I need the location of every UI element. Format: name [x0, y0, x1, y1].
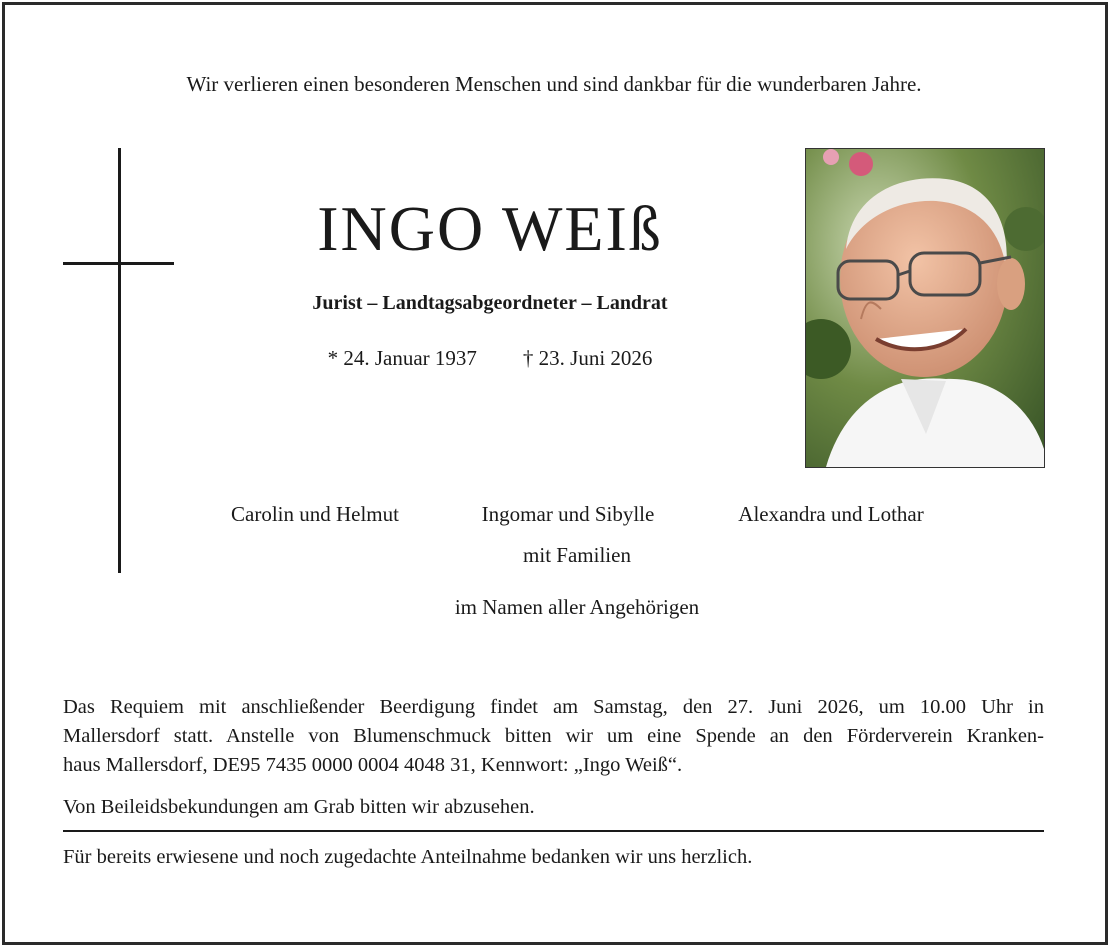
deceased-name: INGO WEIß	[317, 193, 663, 264]
mourner-pair-3: Alexandra und Lothar	[738, 502, 924, 526]
cross-icon-vertical	[118, 148, 121, 573]
mourner-pair-2: Ingomar und Sibylle	[481, 502, 655, 526]
life-dates	[200, 346, 780, 371]
requiem-line-1: Das Requiem mit anschließender Beerdigung findet am Samstag, den 27. Juni 2026, um 10.00 Uhr in	[63, 696, 1044, 718]
mourners-on-behalf: im Namen aller Angehörigen	[454, 595, 700, 619]
motto-text: Wir verlieren einen besonderen Menschen und sind dankbar für die wunderbaren Jahre.	[186, 72, 922, 96]
thanks-note: Für bereits erwiesene und noch zugedachte Anteilnahme bedanken wir uns herzlich.	[63, 846, 753, 868]
cross-icon-horizontal	[63, 262, 174, 265]
death-date: † 23. Juni 2026	[522, 346, 653, 370]
mourners-families: mit Familien	[523, 543, 631, 567]
portrait-illustration	[806, 149, 1044, 467]
mourner-pair-1: Carolin und Helmut	[231, 502, 399, 526]
divider-line	[63, 830, 1044, 832]
requiem-line-2: Mallersdorf statt. Anstelle von Blumenschmuck bitten wir um eine Spende an den Förderverein Kranken-	[63, 725, 1044, 747]
portrait-photo	[805, 148, 1045, 468]
condolence-note: Von Beileidsbekundungen am Grab bitten wir abzusehen.	[63, 796, 535, 818]
deceased-profession: Jurist – Landtagsabgeordneter – Landrat	[312, 292, 668, 314]
requiem-line-3: haus Mallersdorf, DE95 7435 0000 0004 4048 31, Kennwort: „Ingo Weiß“.	[63, 754, 683, 776]
requiem-paragraph	[63, 693, 1044, 780]
birth-date: * 24. Januar 1937	[327, 346, 477, 370]
